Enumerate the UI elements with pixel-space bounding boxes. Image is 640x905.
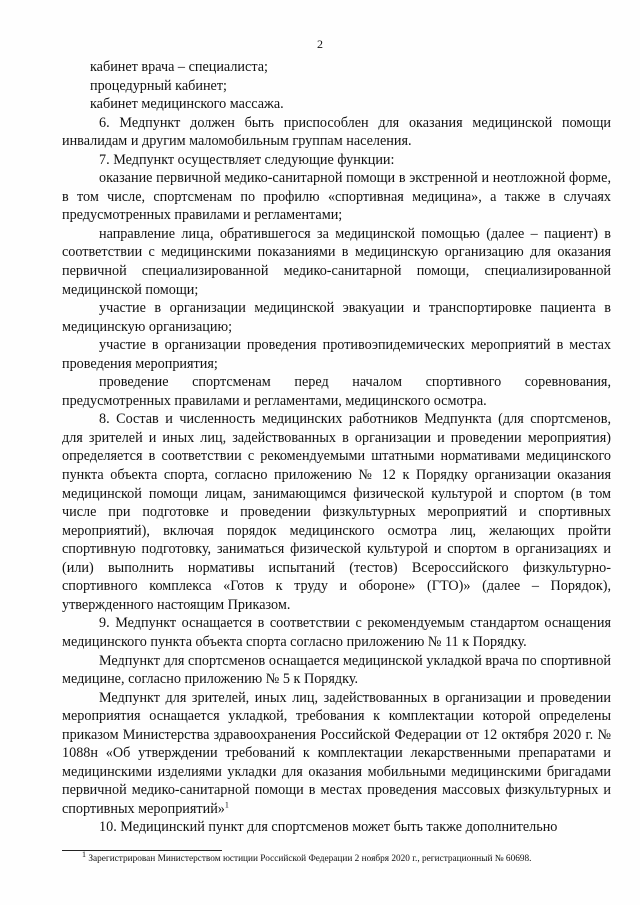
paragraph: проведение спортсменам перед началом спортивного соревнования, предусмотренных правилами и регламентами, медицинского осмотра. <box>62 374 611 409</box>
page-number: 2 <box>317 37 323 51</box>
paragraph: участие в организации медицинской эвакуации и транспортировке пациента в медицинскую организацию; <box>62 300 611 335</box>
footnote-marker: 1 <box>224 800 229 810</box>
footnote <box>62 849 622 865</box>
paragraph: процедурный кабинет; <box>90 77 227 94</box>
paragraph: 9. Медпункт оснащается в соответствии с рекомендуемым стандартом оснащения медицинского пункта объекта спорта согласно приложению № 11 к Порядку. <box>62 615 611 650</box>
paragraph: 7. Медпункт осуществляет следующие функции: <box>99 151 395 168</box>
footnote-divider <box>62 850 222 851</box>
paragraph <box>62 689 611 819</box>
paragraph: оказание первичной медико-санитарной помощи в экстренной и неотложной форме, в том числе, спортсменам по профилю «спортивная медицина», а также в случаях предусмотренных правилами и регламентами; <box>62 170 611 224</box>
paragraph: участие в организации проведения противоэпидемических мероприятий в местах проведения мероприятия; <box>62 337 611 372</box>
paragraph: 8. Состав и численность медицинских работников Медпункта (для спортсменов, для зрителей и иных лиц, задействованных в организации и проведении мероприятия) определяется в соответствии с рекомендуемыми штатными нормативами медицинского пункта объекта спорта, согласно приложению № 12 к Порядку организации оказания медицинской помощи лицам, занимающимся физической культурой и спортом (в том числе при подготовке и проведении физкультурных мероприятий и спортивных мероприятий), включая порядок медицинского осмотра лиц, желающих пройти спортивную подготовку, заниматься физической культурой и спортом в организациях и (или) выполнить нормативы испытаний (тестов) Всероссийского физкультурно-спортивного комплекса «Готов к труду и обороне» (ГТО)» (далее – Порядок), утвержденного настоящим Приказом. <box>62 411 611 613</box>
paragraph: 6. Медпункт должен быть приспособлен для оказания медицинской помощи инвалидам и другим маломобильным группам населения. <box>62 114 611 150</box>
footnote-number: 1 <box>82 849 86 859</box>
footnote-text: Зарегистрирован Министерством юстиции Российской Федерации 2 ноября 2020 г., регистрационный № 60698. <box>88 854 532 864</box>
paragraph: направление лица, обратившегося за медицинской помощью (далее – пациент) в соответствии с медицинскими показаниями в медицинскую организацию для оказания первичной специализированной медико-санитарной помощи, специализированной медицинской помощи; <box>62 225 611 298</box>
paragraph-text: Медпункт для зрителей, иных лиц, задействованных в организации и проведении мероприятия оснащается укладкой, требования к комплектации которой определены приказом Министерства здравоохранения Российской Федерации от 12 октября 2020 г. № 1088н «Об утверждении требований к комплектации лекарственными препаратами и медицинскими изделиями укладки для оказания мобильными медицинскими бригадами первичной медико-санитарной помощи в местах проведения массовых физкультурных и спортивных мероприятий» <box>62 689 611 817</box>
paragraph: кабинет врача – специалиста; <box>90 59 268 75</box>
paragraph: 10. Медицинский пункт для спортсменов может быть также дополнительно <box>99 819 558 836</box>
paragraph: кабинет медицинского массажа. <box>90 96 284 113</box>
paragraph: Медпункт для спортсменов оснащается медицинской укладкой врача по спортивной медицине, согласно приложению № 5 к Порядку. <box>62 652 611 688</box>
document-body <box>62 58 611 837</box>
